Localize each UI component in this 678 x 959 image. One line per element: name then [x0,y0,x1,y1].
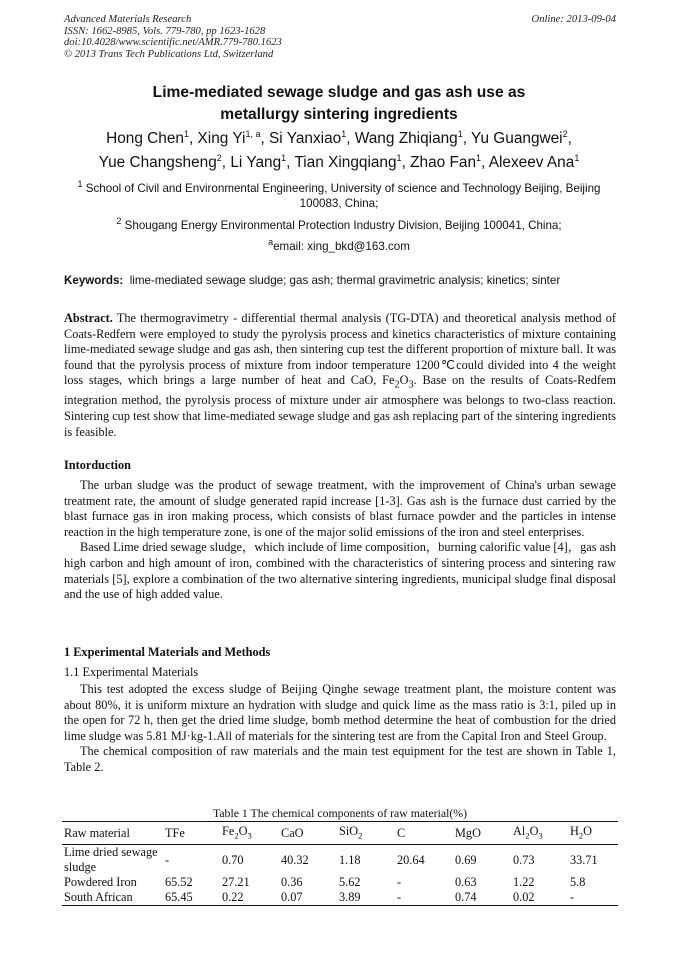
author-name: Zhao Fan [410,154,477,171]
table-cell: 5.8 [570,875,586,890]
table-cell: 0.07 [279,890,337,906]
table-cell: 33.71 [570,852,598,867]
introduction-body [64,478,616,603]
author-affiliation-mark: 1 [183,128,189,139]
author-line: Yue Changsheng$^2$, Li Yang$^1$, Tian Xingqiang$^1$, Zhao Fan$^1$, Alexeev Ana$^1$ [98,152,580,171]
table-column-header: $Al_2O_3$ [511,822,568,845]
author-affiliation-mark: 1, a [245,128,261,139]
intro-paragraph-1: The urban sludge was the product of sewage treatment, with the improvement of China's urban sewage treatment rate, the amount of sludge generated rapid increase [1-3]. Gas ash is the furnace dust carried by the blast furnace gas in iron making process, which consists of blast furnace powder and the particles in intense reaction in the high temperature zone, is one of the major solid emissions of the iron and steel enterprises. [64,478,616,539]
table-row [62,890,618,906]
doi-line: doi:10.4028/www.scientific.net/AMR.779-780.1623 [64,37,282,49]
title-line-1: Lime-mediated sewage sludge and gas ash use as [152,84,526,101]
table-1-caption: Table 1 The chemical components of raw material(%) [212,806,468,820]
table-column-header: TFe [163,822,220,845]
table-cell: - [165,852,170,867]
author-line: Hong Chen$^1$, Xing Yi$^{1, a}$, Si Yanxiao$^1$, Wang Zhiqiang$^1$, Yu Guangwei$^2$, [106,128,572,147]
keywords-text: lime-mediated sewage sludge; gas ash; thermal gravimetric analysis; kinetics; sinter [129,274,561,287]
section-1-heading: 1 Experimental Materials and Methods [64,645,271,659]
section-1-1-heading: 1.1 Experimental Materials [64,665,199,679]
table-column-header: CaO [279,822,337,845]
table-cell: 0.36 [281,875,303,890]
table-cell: 20.64 [397,852,425,867]
author-affiliation-mark: 1 [281,152,287,163]
table-cell: - [397,875,402,890]
table-cell: Lime dried sewage sludge [64,845,158,875]
table-column-header: $Fe_2O_3$ [220,822,279,845]
author-name: Alexeev Ana [488,154,575,171]
table-row [62,845,618,876]
author-email: $^a$email: xing_bkd@163.com [268,237,410,253]
table-cell: 0.69 [455,852,477,867]
author-affiliation-mark: 2 [562,128,568,139]
affiliation-2: $^2$ Shougang Energy Environmental Protection Industry Division, Beijing 100041, China; [116,216,562,232]
table-column-header: C [395,822,453,845]
table-row [62,875,618,890]
table-cell: 3.89 [337,890,395,906]
table-cell: 0.74 [453,890,511,906]
author-name: Yu Guangwei [471,130,563,147]
affiliation-1: $^1$ School of Civil and Environmental Engineering, University of science and Technology Beijing, Beijing 100083, China; [77,179,601,210]
table-cell: 1.22 [513,875,535,890]
table-column-header: SiO$_2$ [337,822,395,845]
table-cell: 1.18 [339,852,361,867]
section-1-body [64,682,616,776]
table-cell: 27.21 [222,875,250,890]
author-name: Xing Yi [197,130,246,147]
table-cell: 0.22 [220,890,279,906]
author-affiliation-mark: 1 [457,128,463,139]
table-cell: 0.73 [513,852,535,867]
table-cell: South African [62,890,163,906]
section-1-paragraph-1: This test adopted the excess sludge of Beijing Qinghe sewage treatment plant, the moisture content was about 80%, it is uniform mixture an hydration with sludge and quick lime as the mass ratio is 3:1, piled up in the open for 72 h, then get the dried lime sludge, bomb method determine the heat of combustion for the dried lime sludge was 5.81 MJ·kg-1.All of materials for the sintering test are from the Capital Iron and Steel Group. [64,682,616,743]
author-list [64,127,614,175]
intro-paragraph-2: Based Lime dried sewage sludge，which include of lime composition，burning calorific value [4]，gas ash high carbon and high amount of iron, combined with the characteristics of sintering process and sintering raw materials [5], explore a combination of the two alternative sintering ingredients, municipal sludge final disposal and the use of high added value. [64,540,616,602]
author-name: Si Yanxiao [269,130,342,147]
table-cell: - [395,890,453,906]
table-cell: 0.70 [222,852,244,867]
table-cell: 65.45 [163,890,220,906]
author-affiliation-mark: 2 [216,152,222,163]
table-cell: Powdered Iron [64,875,137,890]
abstract-label: Abstract. [64,311,113,325]
copyright-line: © 2013 Trans Tech Publications Ltd, Switzerland [64,48,274,60]
author-name: Li Yang [230,154,282,171]
table-column-header: Raw material [62,822,163,845]
author-affiliation-mark: 1 [396,152,402,163]
author-affiliation-mark: 1 [341,128,347,139]
journal-name: Advanced Materials Research [64,14,192,25]
keywords-label: Keywords: [64,274,124,287]
author-name: Wang Zhiqiang [354,130,458,147]
section-1-paragraph-2: The chemical composition of raw materials and the main test equipment for the test are shown in Table 1, Table 2. [64,744,616,774]
paper-title [64,82,614,126]
table-column-header: $H_2O$ [568,822,618,845]
table-cell: 40.32 [281,852,309,867]
table-column-header: MgO [453,822,511,845]
table-cell: 0.63 [455,875,477,890]
table-header-row [62,822,618,845]
table-cell: 5.62 [339,875,361,890]
author-name: Yue Changsheng [98,154,217,171]
abstract: Abstract. The thermogravimetry - differential thermal analysis (TG-DTA) and theoretical analysis method of Coats-Redfern were employed to study the pyrolysis process and kinetics characteristics of mixture containing lime-mediated sewage sludge and gas ash, then sintering cup test the different proportion of mixture ball. It was found that the pyrolysis process of mixture from indoor temperature 1200℃could divided into 4 the weight loss stages, which brings a large number of heat and CaO, $Fe_2O_3$. Base on the results of Coats-Redfem integration method, the pyrolysis process of mixture under air atmosphere was belongs to two-class reaction. Sintering cup test show that lime-mediated sewage sludge and gas ash replacing part of the sintering ingredients is feasible. [64,311,617,439]
online-date: Online: 2013-09-04 [531,14,616,25]
introduction-heading: Intorduction [64,458,131,472]
author-name: Tian Xingqiang [294,154,397,171]
journal-header [64,14,616,60]
author-affiliation-mark: 1 [574,152,580,163]
author-affiliation-mark: 1 [476,152,482,163]
table-cell: 65.52 [165,875,193,890]
table-1 [62,821,618,906]
title-line-2: metallurgy sintering ingredients [220,106,458,123]
table-cell: 0.02 [511,890,568,906]
author-name: Hong Chen [106,130,184,147]
issn-line: ISSN: 1662-8985, Vols. 779-780, pp 1623-1628 [64,25,266,37]
keywords [64,273,616,288]
table-cell: - [568,890,618,906]
